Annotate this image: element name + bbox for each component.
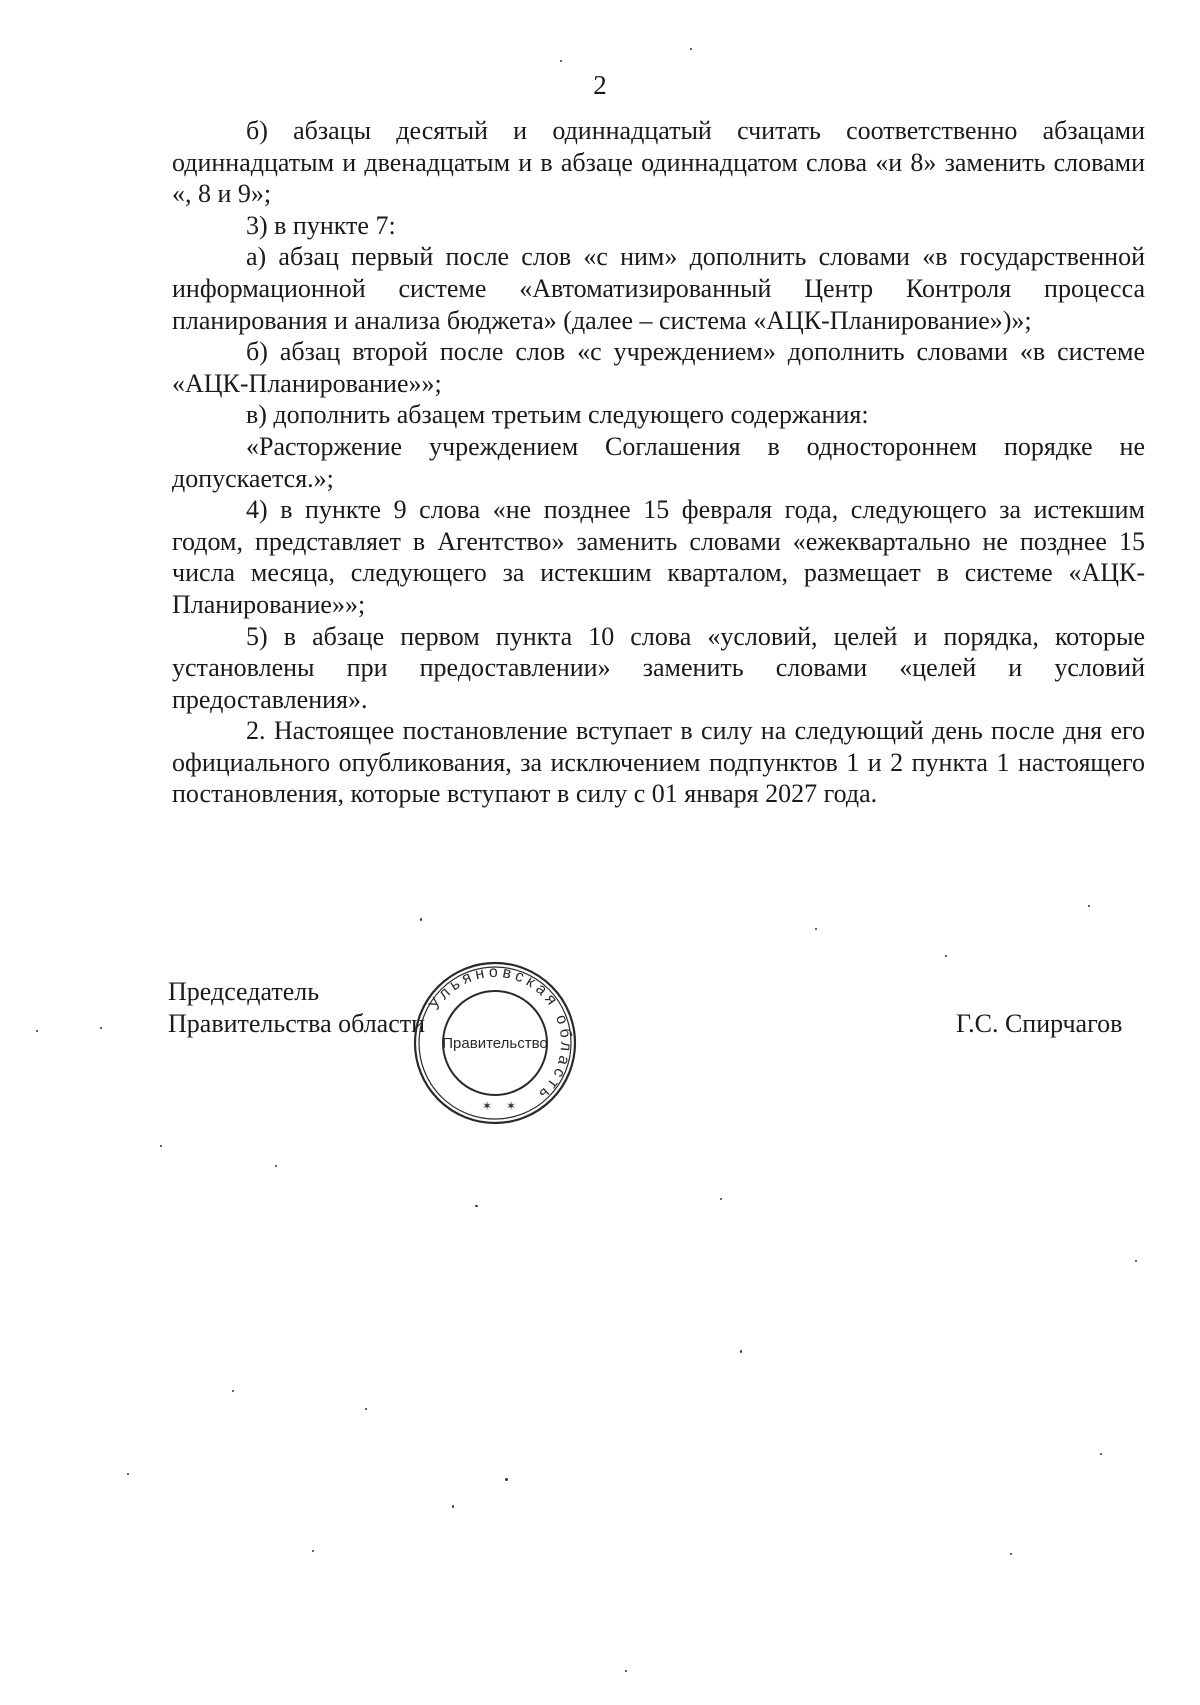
paragraph-5: в) дополнить абзацем третьим следующего содержания: [246,400,869,430]
scan-speck [365,1408,367,1410]
paragraph-8: 5) в абзаце первом пункта 10 слова «условий, целей и порядка, которые установлены при предоставлении» заменить словами «целей и условий предоставления». [172,621,1145,714]
signatory-title-line-2: Правительства области [168,1008,426,1038]
scan-speck [475,1205,478,1207]
scan-speck [815,928,817,930]
paragraph-9: 2. Настоящее постановление вступает в силу на следующий день после дня его официального опубликования, за исключением подпунктов 1 и 2 пункта 1 настоящего постановления, которые вступают в силу с 01 января 2027 года. [172,716,1145,809]
scan-speck [275,1165,277,1167]
scan-speck [100,1027,102,1029]
scan-speck [505,1478,508,1481]
scan-speck [1135,1260,1137,1262]
scan-speck [1100,1453,1102,1455]
seal-center-text: Правительство [442,1035,548,1052]
paragraph-6: «Расторжение учреждением Соглашения в одностороннем порядке не допускается.»; [172,431,1145,493]
seal-ring-text: Ульяновская область [426,963,575,1106]
signatory-name: Г.С. Спирчагов [956,1009,1123,1038]
scan-speck [945,955,947,957]
scan-speck [560,60,562,62]
seal-star-icon: ✶ [482,1099,493,1113]
scan-speck [720,1198,722,1200]
signatory-title [168,976,425,1039]
scan-speck [160,1145,162,1147]
official-seal [412,960,578,1126]
scan-speck [1010,1553,1012,1555]
paragraph-7: 4) в пункте 9 слова «не позднее 15 февраля года, следующего за истекшим годом, представляет в Агентство» заменить словами «ежеквартально не позднее 15 числа месяца, следующего за истекшим кварталом, размещает в системе «АЦК-Планирование»»; [172,495,1145,619]
scan-speck [312,1550,314,1552]
paragraph-2: 3) в пункте 7: [246,210,396,240]
page-number: 2 [593,70,607,100]
paragraph-4: б) абзац второй после слов «с учреждением» дополнить словами «в системе «АЦК-Планирование»»; [172,337,1145,398]
signatory-title-line-1: Председатель [168,977,320,1006]
scan-speck [36,1030,38,1032]
document-body [172,115,1145,810]
scan-speck [625,1670,627,1672]
scan-speck [452,1505,454,1508]
scan-speck [740,1350,742,1353]
scan-speck [232,1390,234,1392]
seal-star-icon: ✶ [506,1099,517,1113]
paragraph-3: а) абзац первый после слов «с ним» дополнить словами «в государственной информационной системе «Автоматизированный Центр Контроля процесса планирования и анализа бюджета» (далее – система «АЦК-Планирование»)»; [172,242,1145,335]
scan-speck [1088,905,1090,907]
scan-speck [690,48,692,50]
paragraph-1: б) абзацы десятый и одиннадцатый считать соответственно абзацами одиннадцатым и двенадцатым и в абзаце одиннадцатом слова «и 8» заменить словами «, 8 и 9»; [172,116,1145,209]
scan-speck [420,918,422,921]
scan-speck [127,1473,129,1475]
